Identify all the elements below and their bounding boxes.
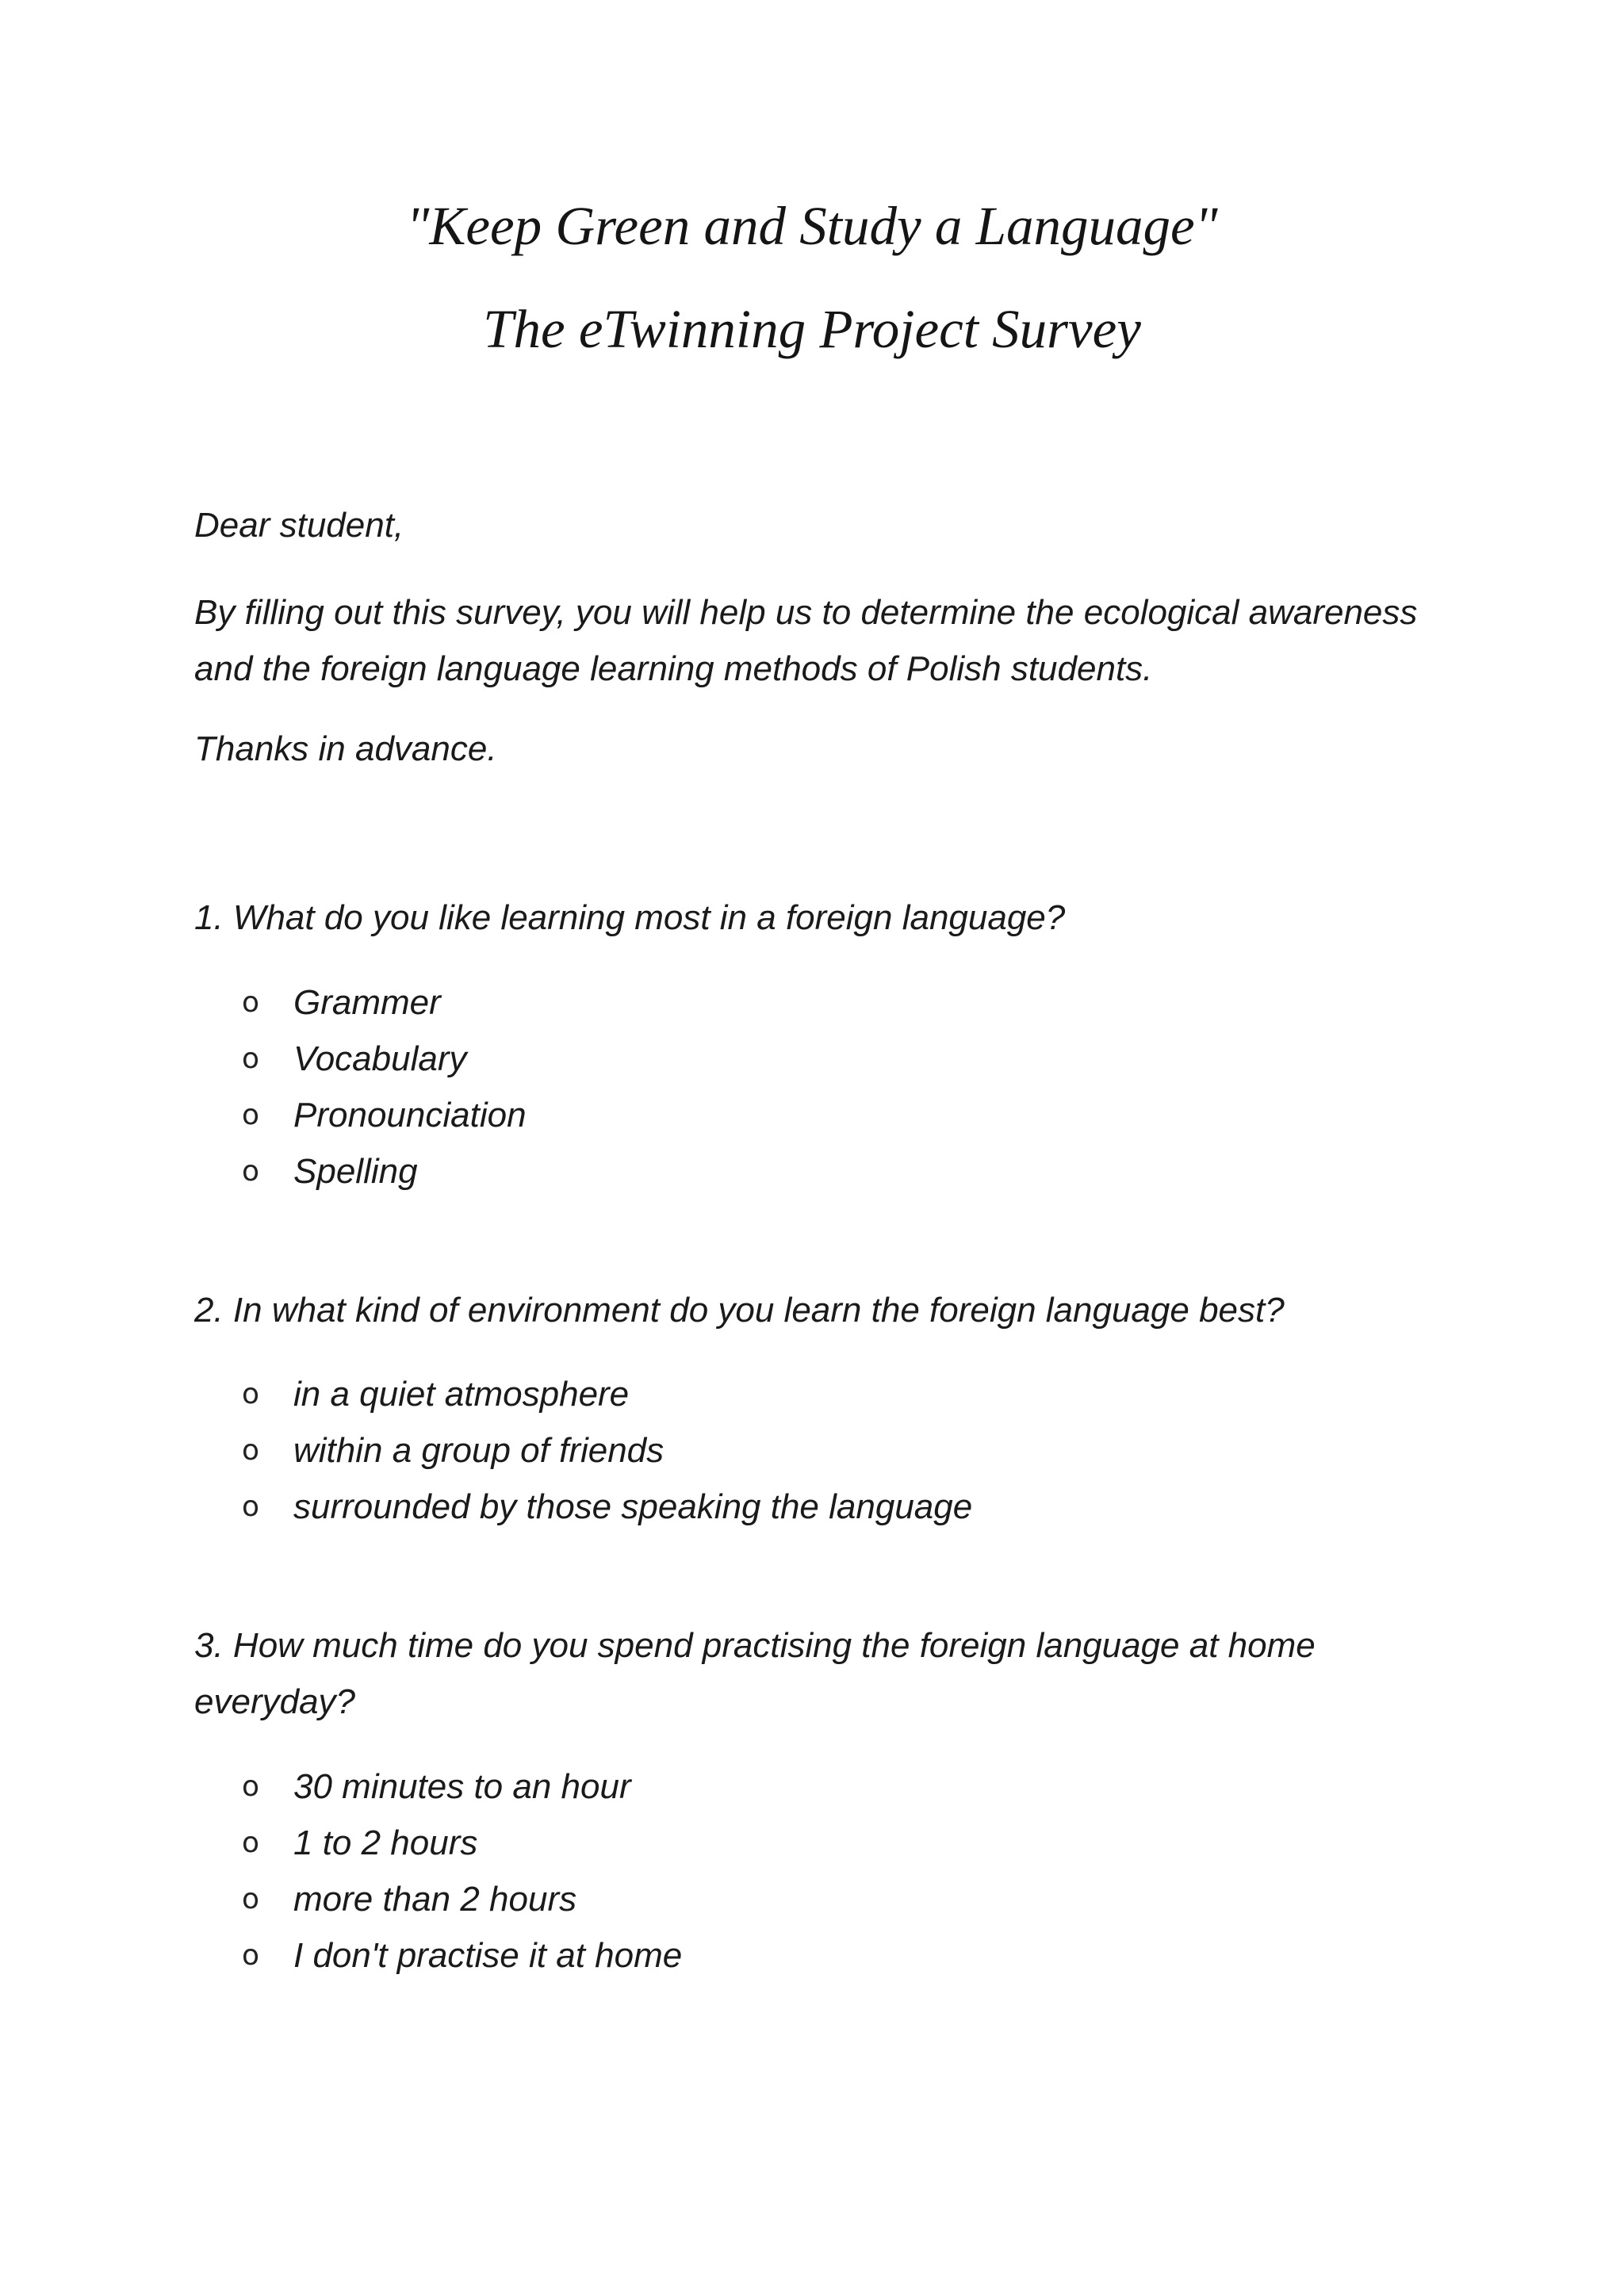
option-item[interactable] [242, 1422, 972, 1479]
circle-bullet-icon: o [242, 1043, 260, 1075]
option-item[interactable] [242, 1758, 682, 1815]
survey-subtitle: The eTwinning Project Survey [483, 299, 1141, 359]
circle-bullet-icon: o [242, 1770, 260, 1803]
thanks-text: Thanks in advance. [194, 729, 497, 768]
option-label: Pronounciation [293, 1095, 527, 1135]
circle-bullet-icon: o [242, 1827, 260, 1859]
circle-bullet-icon: o [242, 1155, 260, 1188]
question-1-options [242, 974, 527, 1200]
question-3: 3. How much time do you spend practising the foreign language at home everyday? [194, 1626, 1316, 1721]
option-label: I don't practise it at home [293, 1935, 683, 1975]
circle-bullet-icon: o [242, 986, 260, 1019]
question-2: 2. In what kind of environment do you learn the foreign language best? [194, 1291, 1285, 1330]
intro-paragraph: By filling out this survey, you will help us to determine the ecological awareness and the foreign language learning methods of Polish students. [194, 593, 1418, 688]
option-item[interactable] [242, 1031, 527, 1087]
question-2-options [242, 1366, 972, 1535]
question-3-options [242, 1758, 682, 1984]
option-item[interactable] [242, 1815, 682, 1871]
circle-bullet-icon: o [242, 1939, 260, 1972]
circle-bullet-icon: o [242, 1099, 260, 1131]
option-label: more than 2 hours [293, 1879, 577, 1919]
option-label: Grammer [293, 982, 441, 1022]
survey-title: "Keep Green and Study a Language" [406, 196, 1218, 256]
question-1: 1. What do you like learning most in a foreign language? [194, 898, 1066, 937]
option-item[interactable] [242, 1087, 527, 1143]
option-label: within a group of friends [293, 1430, 665, 1470]
greeting-text: Dear student, [194, 506, 404, 545]
option-item[interactable] [242, 1143, 527, 1200]
option-item[interactable] [242, 974, 527, 1031]
option-item[interactable] [242, 1479, 972, 1535]
option-label: Vocabulary [293, 1039, 467, 1078]
option-label: Spelling [293, 1151, 418, 1191]
circle-bullet-icon: o [242, 1378, 260, 1410]
option-label: 30 minutes to an hour [293, 1766, 631, 1806]
circle-bullet-icon: o [242, 1490, 260, 1523]
option-item[interactable] [242, 1927, 682, 1984]
option-item[interactable] [242, 1871, 682, 1927]
circle-bullet-icon: o [242, 1883, 260, 1915]
option-label: surrounded by those speaking the language [293, 1487, 973, 1526]
option-label: 1 to 2 hours [293, 1823, 478, 1862]
circle-bullet-icon: o [242, 1434, 260, 1467]
option-item[interactable] [242, 1366, 972, 1422]
option-label: in a quiet atmosphere [293, 1374, 630, 1414]
